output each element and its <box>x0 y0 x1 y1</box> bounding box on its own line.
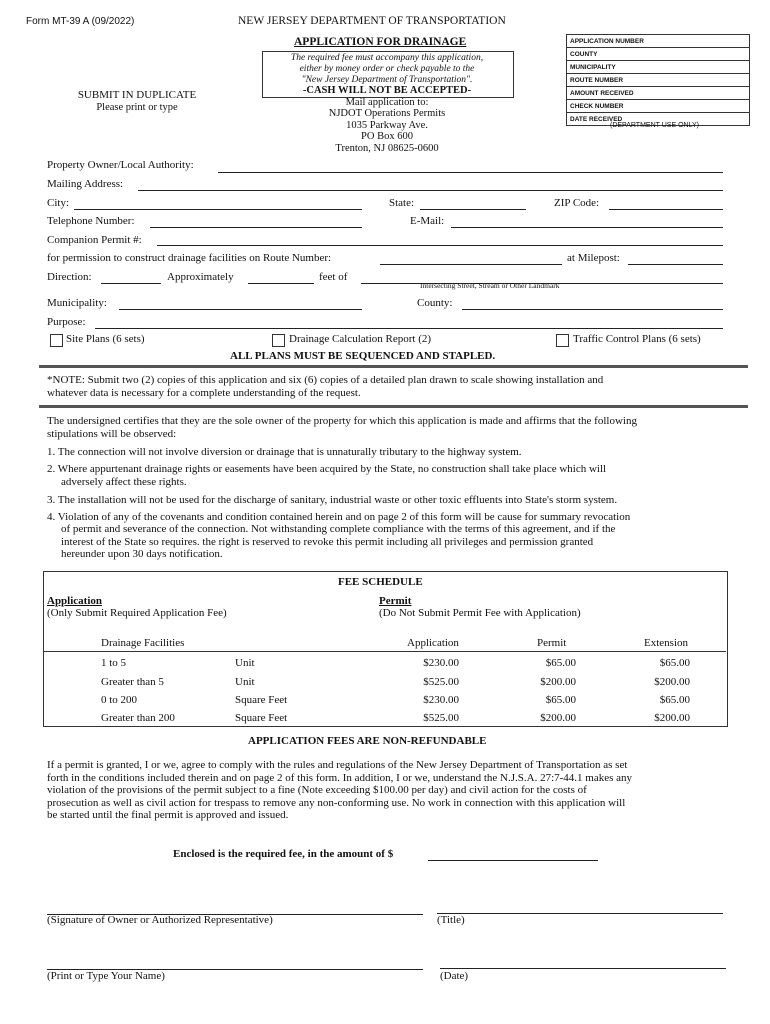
agreement-line: violation of the provisions of the permit subject to a fine (Note exceeding $100.00 per day) and civil action for the costs of <box>47 784 587 796</box>
title-label: (Title) <box>437 914 465 926</box>
fee-unit: Square Feet <box>235 694 288 706</box>
fee-application: $525.00 <box>423 712 459 724</box>
plans-notice: ALL PLANS MUST BE SEQUENCED AND STAPLED. <box>230 350 496 362</box>
office-field: ROUTE NUMBER <box>567 74 749 87</box>
mail-line: Trenton, NJ 08625-0600 <box>335 142 439 154</box>
approx-label: Approximately <box>167 271 234 283</box>
fee-application: $525.00 <box>423 676 459 688</box>
nonrefundable-notice: APPLICATION FEES ARE NON-REFUNDABLE <box>248 735 487 747</box>
mail-line: 1035 Parkway Ave. <box>346 119 428 131</box>
fee-range: 0 to 200 <box>101 694 138 706</box>
feet-of-label: feet of <box>319 271 348 283</box>
companion-label: Companion Permit #: <box>47 234 142 246</box>
landmark-hint: Intersecting Street, Stream or Other Landmark <box>420 281 560 290</box>
milepost-field[interactable] <box>628 264 723 265</box>
fee-permit-head: Permit <box>379 595 412 607</box>
condition-2: 2. Where appurtenant drainage rights or easements have been acquired by the State, no construction shall take place which will <box>47 463 607 475</box>
condition-4-cont: hereunder upon 30 days notification. <box>61 548 223 560</box>
milepost-label: at Milepost: <box>567 252 620 264</box>
fee-unit: Unit <box>235 676 255 688</box>
fee-permit-sub: (Do Not Submit Permit Fee with Application) <box>379 607 581 619</box>
owner-field[interactable] <box>218 172 723 173</box>
fee-extension: $65.00 <box>659 657 690 669</box>
mail-line: NJDOT Operations Permits <box>328 108 446 119</box>
office-field: AMOUNT RECEIVED <box>567 87 749 100</box>
office-field: COUNTY <box>567 48 749 61</box>
municipality-label: Municipality: <box>47 297 107 309</box>
companion-field[interactable] <box>157 245 723 246</box>
col-facilities: Drainage Facilities <box>101 637 185 649</box>
mail-line: Mail application to: <box>345 96 429 108</box>
divider <box>39 405 748 408</box>
fee-notice-line: "New Jersey Department of Transportation". <box>301 75 473 85</box>
title-field[interactable] <box>437 913 723 914</box>
direction-label: Direction: <box>47 271 92 283</box>
agreement-line: be started until the final permit is approved and issued. <box>47 809 289 821</box>
signature-label: (Signature of Owner or Authorized Representative) <box>47 914 273 926</box>
condition-4-cont: of permit and severance of the connection. Not withstanding complete compliance with the terms of this agreement, and if the <box>61 523 616 535</box>
county-label: County: <box>417 297 453 309</box>
approx-field[interactable] <box>248 283 314 284</box>
print-type: Please print or type <box>96 102 178 113</box>
fee-unit: Square Feet <box>235 712 288 724</box>
col-permit: Permit <box>537 637 567 649</box>
traffic-plans-label: Traffic Control Plans (6 sets) <box>573 333 701 345</box>
fee-schedule-title: FEE SCHEDULE <box>338 576 423 588</box>
date-label: (Date) <box>440 970 469 982</box>
submit-duplicate: SUBMIT IN DUPLICATE <box>77 89 197 101</box>
traffic-plans-checkbox[interactable] <box>556 334 569 347</box>
fee-application: $230.00 <box>423 657 459 669</box>
county-field[interactable] <box>462 309 723 310</box>
form-title: APPLICATION FOR DRAINAGE <box>294 36 467 48</box>
cash-notice: -CASH WILL NOT BE ACCEPTED- <box>302 85 472 96</box>
fee-app-sub: (Only Submit Required Application Fee) <box>47 607 227 619</box>
mailing-field[interactable] <box>138 190 723 191</box>
municipality-field[interactable] <box>119 309 362 310</box>
fee-range: Greater than 200 <box>101 712 175 724</box>
form-number: Form MT-39 A (09/2022) <box>26 16 135 27</box>
fee-amount-field[interactable] <box>428 860 598 861</box>
agreement-line: forth in the conditions included therein and on page 2 of this form. In addition, I or we, understand the N.J.S.A. 27:7-44.1 makes any <box>47 772 633 784</box>
note-line: whatever data is necessary for a complete understanding of the request. <box>47 387 361 399</box>
fee-permit: $200.00 <box>540 712 576 724</box>
phone-label: Telephone Number: <box>47 215 135 227</box>
site-plans-checkbox[interactable] <box>50 334 63 347</box>
condition-1: 1. The connection will not involve diversion or drainage that is unnaturally tributary to the highway system. <box>47 446 522 458</box>
certify-line: The undersigned certifies that they are the sole owner of the property for which this application is made and affirms that the following <box>47 415 637 427</box>
print-name-label: (Print or Type Your Name) <box>47 970 165 982</box>
site-plans-label: Site Plans (6 sets) <box>66 333 145 345</box>
route-field[interactable] <box>380 264 562 265</box>
fee-unit: Unit <box>235 657 255 669</box>
condition-4-cont: interest of the State so requires. the right is reserved to revoke this permit including all privileges and permission granted <box>61 536 594 548</box>
office-use-box <box>566 34 750 126</box>
office-field: MUNICIPALITY <box>567 61 749 74</box>
zip-label: ZIP Code: <box>554 197 600 209</box>
mailing-label: Mailing Address: <box>47 178 124 190</box>
fee-notice <box>262 53 512 86</box>
phone-field[interactable] <box>150 227 362 228</box>
col-extension: Extension <box>644 637 688 649</box>
fee-permit: $200.00 <box>540 676 576 688</box>
fee-extension: $200.00 <box>654 712 690 724</box>
fee-extension: $200.00 <box>654 676 690 688</box>
direction-field[interactable] <box>101 283 161 284</box>
purpose-label: Purpose: <box>47 316 86 328</box>
mail-block <box>262 85 512 154</box>
fee-application: $230.00 <box>423 694 459 706</box>
fee-app-head: Application <box>47 595 103 607</box>
agreement-line: If a permit is granted, I or we, agree to comply with the rules and regulations of the New Jersey Department of Transportation as set <box>47 759 628 771</box>
fee-range: 1 to 5 <box>101 657 127 669</box>
certify-line: stipulations will be observed: <box>47 428 177 440</box>
state-label: State: <box>389 197 415 209</box>
agreement-line: prosecution as well as civil action for trespass to remove any non-conforming use. No work in connection with this application will <box>47 797 626 809</box>
agency-name: NEW JERSEY DEPARTMENT OF TRANSPORTATION <box>238 15 506 27</box>
fee-table-rule <box>44 651 726 652</box>
city-label: City: <box>47 197 70 209</box>
route-label: for permission to construct drainage facilities on Route Number: <box>47 252 332 264</box>
email-label: E-Mail: <box>410 215 445 227</box>
state-field[interactable] <box>420 209 526 210</box>
purpose-field[interactable] <box>95 328 723 329</box>
office-field: APPLICATION NUMBER <box>567 35 749 48</box>
zip-field[interactable] <box>609 209 723 210</box>
condition-2-cont: adversely affect these rights. <box>61 476 187 488</box>
fee-extension: $65.00 <box>659 694 690 706</box>
drainage-report-label: Drainage Calculation Report (2) <box>289 333 432 345</box>
office-field: CHECK NUMBER <box>567 100 749 113</box>
mail-line: PO Box 600 <box>361 131 413 142</box>
office-use-note: (DEPARTMENT USE ONLY) <box>610 122 699 129</box>
note-line: *NOTE: Submit two (2) copies of this application and six (6) copies of a detailed plan drawn to scale showing installation and <box>47 374 604 386</box>
office-field: DATE RECEIVED <box>567 113 749 126</box>
office-use-table <box>567 35 749 126</box>
fee-range: Greater than 5 <box>101 676 164 688</box>
fee-notice-line: The required fee must accompany this application, <box>290 53 484 63</box>
owner-label: Property Owner/Local Authority: <box>47 159 194 171</box>
fee-notice-line: either by money order or check payable to the <box>299 64 475 74</box>
col-application: Application <box>407 637 459 649</box>
email-field[interactable] <box>451 227 723 228</box>
condition-3: 3. The installation will not be used for the discharge of sanitary, industrial waste or other toxic effluents into State's storm system. <box>47 494 618 506</box>
condition-4: 4. Violation of any of the covenants and condition contained herein and on page 2 of this form will be cause for summary revocation <box>47 511 631 523</box>
enclosed-fee-label: Enclosed is the required fee, in the amount of $ <box>173 848 394 860</box>
fee-permit: $65.00 <box>545 694 576 706</box>
divider <box>39 365 748 368</box>
date-field[interactable] <box>440 968 726 969</box>
drainage-report-checkbox[interactable] <box>272 334 285 347</box>
city-field[interactable] <box>74 209 362 210</box>
fee-permit: $65.00 <box>545 657 576 669</box>
